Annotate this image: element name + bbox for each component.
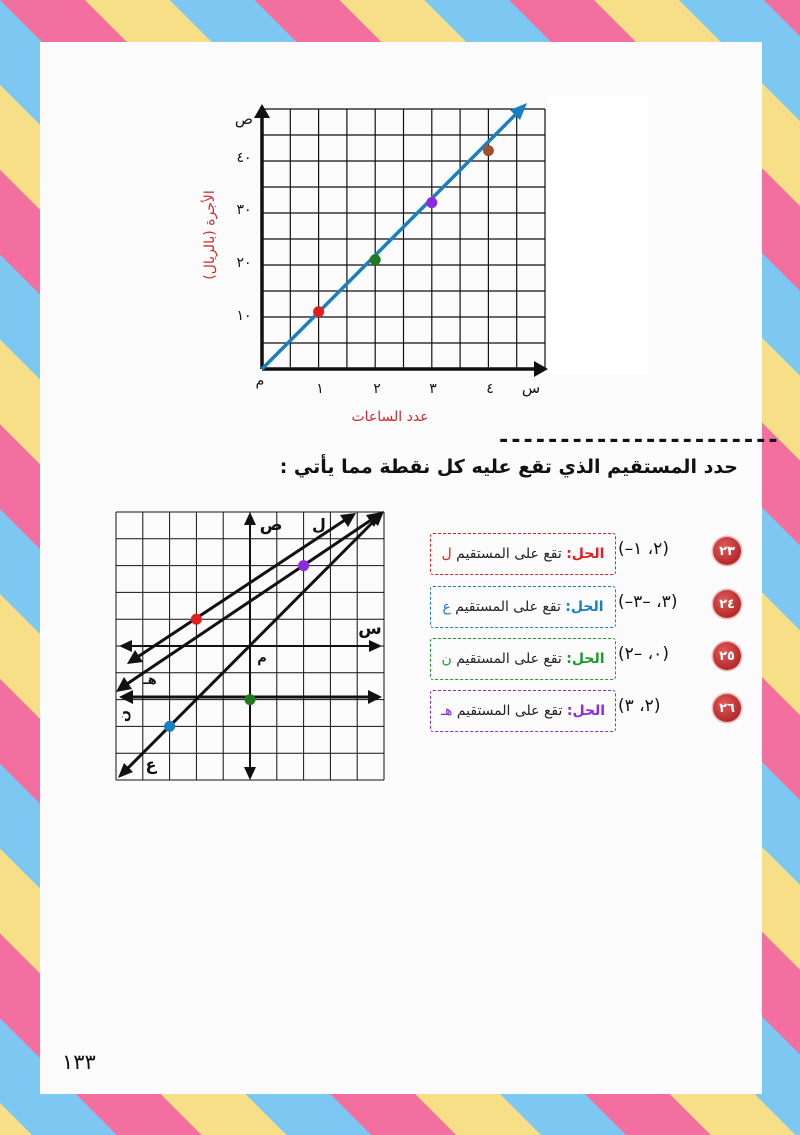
question-number-badge: ٢٥ [713,642,741,670]
graph2-point [164,721,175,732]
question-number-badge: ٢٤ [713,590,741,618]
graph1-point [426,197,437,208]
graph2-y-axis-name: ص [259,515,283,535]
question-26 [430,690,750,734]
graph1-x-arrowhead [534,361,548,377]
solution-text: تقع على المستقيم [456,703,563,719]
solution-text: تقع على المستقيم [456,546,562,562]
solution-label: الحل: [565,599,604,615]
solution-label: الحل: [566,546,605,562]
question-23 [430,533,750,577]
x-tick-2: ٢ [373,381,381,397]
question-number-badge: ٢٣ [713,537,741,565]
page-number: ١٣٣ [62,1050,96,1074]
x-tick-4: ٤ [486,381,494,397]
solution-box-25 [430,638,616,680]
y-tick-30: ٣٠ [236,202,252,218]
solution-box-23 [430,533,616,575]
graph2-point [191,614,202,625]
graph2-point [298,560,309,571]
solution-text: تقع على المستقيم [456,651,562,667]
solution-box-24 [430,586,616,628]
instruction-text: حدد المستقيم الذي تقع عليه كل نقطة مما يأتي : [279,456,738,478]
point-coordinates: (٢، ٣) [618,696,661,716]
graph2-origin-label: م [257,651,267,666]
point-coordinates: (–٣، –٣) [618,592,678,612]
solution-line-name: هـ [440,703,453,719]
y-axis-title: الأجرة (بالريال) [202,190,218,280]
x-axis-title: عدد الساعات [351,409,429,425]
dash-separator: ----------------------- [497,428,779,453]
point-coordinates: (–٢، ١) [618,539,669,559]
question-24 [430,586,750,630]
solution-line-name: ل [441,546,452,562]
y-tick-40: ٤٠ [236,150,252,166]
question-number-badge: ٢٦ [713,694,741,722]
solution-label: الحل: [566,703,606,719]
graph1-point [313,306,324,317]
graph1-y-arrowhead [254,104,270,118]
graph1-origin-label: م [255,373,265,389]
x-tick-1: ١ [316,381,324,397]
line-l-label: ل [312,515,326,534]
y-tick-20: ٢٠ [236,255,252,271]
solution-label: الحل: [566,651,605,667]
graph2-point [245,694,256,705]
solution-box-26 [430,690,616,732]
graph1-point [370,254,381,265]
solution-text: تقع على المستقيم [455,599,561,615]
y-tick-10: ١٠ [236,308,252,324]
line-n-label: ن [116,710,132,722]
line-a-label: ع [145,755,157,774]
graph1-x-axis-name: س [521,379,541,397]
lines-graph [112,508,388,784]
fees-hours-graph [200,95,650,435]
line-h-label: هـ [143,673,157,688]
question-25 [430,638,750,682]
solution-line-name: ع [442,599,451,615]
graph1-point [483,145,494,156]
graph1-y-axis-name: ص [234,110,254,128]
solution-line-name: ن [441,651,452,667]
point-coordinates: (٠، –٢) [618,644,669,664]
graph1-grid [262,109,545,369]
line-a [126,518,377,770]
graph2-x-axis-name: س [358,619,382,639]
x-tick-3: ٣ [429,381,437,397]
